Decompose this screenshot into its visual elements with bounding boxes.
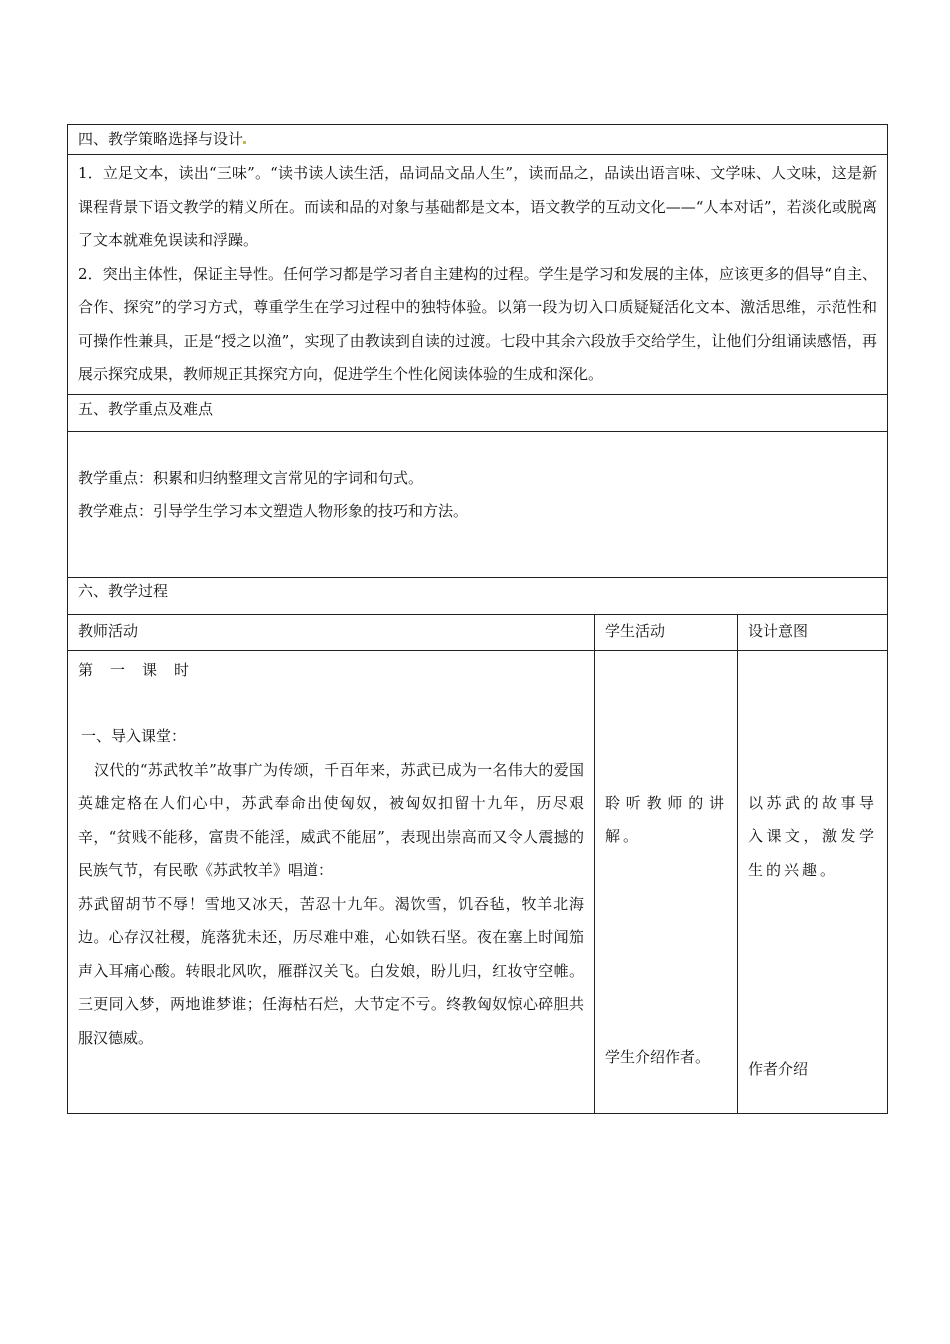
teacher-activity-cell (68, 650, 595, 1113)
process-body-row (68, 650, 888, 1113)
lesson-title: 第一课时 (78, 660, 207, 679)
lesson-plan-page (67, 124, 887, 1114)
section4-title (68, 125, 888, 155)
section5-body (68, 431, 888, 577)
student-activity-listen: 聆听教师的讲解。 (605, 793, 727, 845)
intro-paragraph: 汉代的“苏武牧羊”故事广为传颂，千百年来，苏武已成为一名伟大的爱国英雄定格在人们心中，苏武奉命出使匈奴，被匈奴扣留十九年，历尽艰辛，“贫贱不能移，富贵不能淫，威武不能屈”，表现出崇高而又令人震撼的民族气节，有民歌《苏武牧羊》唱道： (78, 760, 584, 879)
section4-title-row (68, 125, 888, 155)
header-student-activity: 学生活动 (595, 614, 738, 650)
header-teacher-activity: 教师活动 (68, 614, 595, 650)
lesson-plan-table (67, 124, 888, 1114)
song-lyrics: 苏武留胡节不辱！雪地又冰天，苦忍十九年。渴饮雪，饥吞毡，牧羊北海边。心存汉社稷，旄落犹未还，历尽难中难，心如铁石坚。夜在塞上时闻笳声入耳痛心酸。转眼北风吹，雁群汉关飞。白发娘，盼儿归，红妆守空帷。三更同入梦，两地谁梦谁；任海枯石烂，大节定不亏。终教匈奴惊心碎胆共服汉德威。 (78, 894, 584, 1047)
section4-title-text: 四、教学策略选择与设计 (78, 130, 244, 148)
spacer (78, 687, 584, 720)
strategy-paragraph-2: 2．突出主体性，保证主导性。任何学习都是学习者自主建构的过程。学生是学习和发展的主体，应该更多的倡导“自主、合作、探究”的学习方式，尊重学生在学习过程中的独特体验。以第一段为切入口质疑疑活化文本、激活思维，示范性和可操作性兼具，正是“授之以渔”，实现了由教读到自读的过渡。七段中其余六段放手交给学生，让他们分组诵读感悟，再展示探究成果，教师规正其探究方向，促进学生个性化阅读体验的生成和深化。 (78, 264, 878, 383)
section6-title-row (68, 577, 888, 614)
header-design-intent: 设计意图 (738, 614, 888, 650)
student-activity-introduce-author: 学生介绍作者。 (605, 1047, 711, 1066)
difficulty-point: 教学难点：引导学生学习本文塑造人物形象的技巧和方法。 (78, 501, 469, 520)
design-intent-author-intro: 作者介绍 (748, 1059, 809, 1078)
student-activity-cell (595, 650, 738, 1113)
section6-title: 六、教学过程 (68, 577, 888, 614)
section5-title-row (68, 394, 888, 431)
section5-title: 五、教学重点及难点 (68, 394, 888, 431)
process-header-row (68, 614, 888, 650)
strategy-paragraph-1: 1．立足文本，读出“三味”。“读书读人读生活，品词品文品人生”，读而品之，品读出语言味、文学味、人文味，这是新课程背景下语文教学的精义所在。而读和品的对象与基础都是文本，语文教学的互动文化——“人本对话”，若淡化或脱离了文本就难免误读和浮躁。 (78, 164, 878, 249)
step-intro-heading: 一、导入课堂： (81, 727, 187, 745)
key-point: 教学重点：积累和归纳整理文言常见的字词和句式。 (78, 468, 424, 487)
design-intent-cell (738, 650, 888, 1113)
design-intent-story-intro: 以苏武的故事导入课文，激发学生的兴趣。 (748, 793, 878, 879)
section5-body-row (68, 431, 888, 577)
section4-body (68, 155, 888, 395)
decorative-mark (243, 141, 246, 144)
section4-body-row (68, 155, 888, 395)
